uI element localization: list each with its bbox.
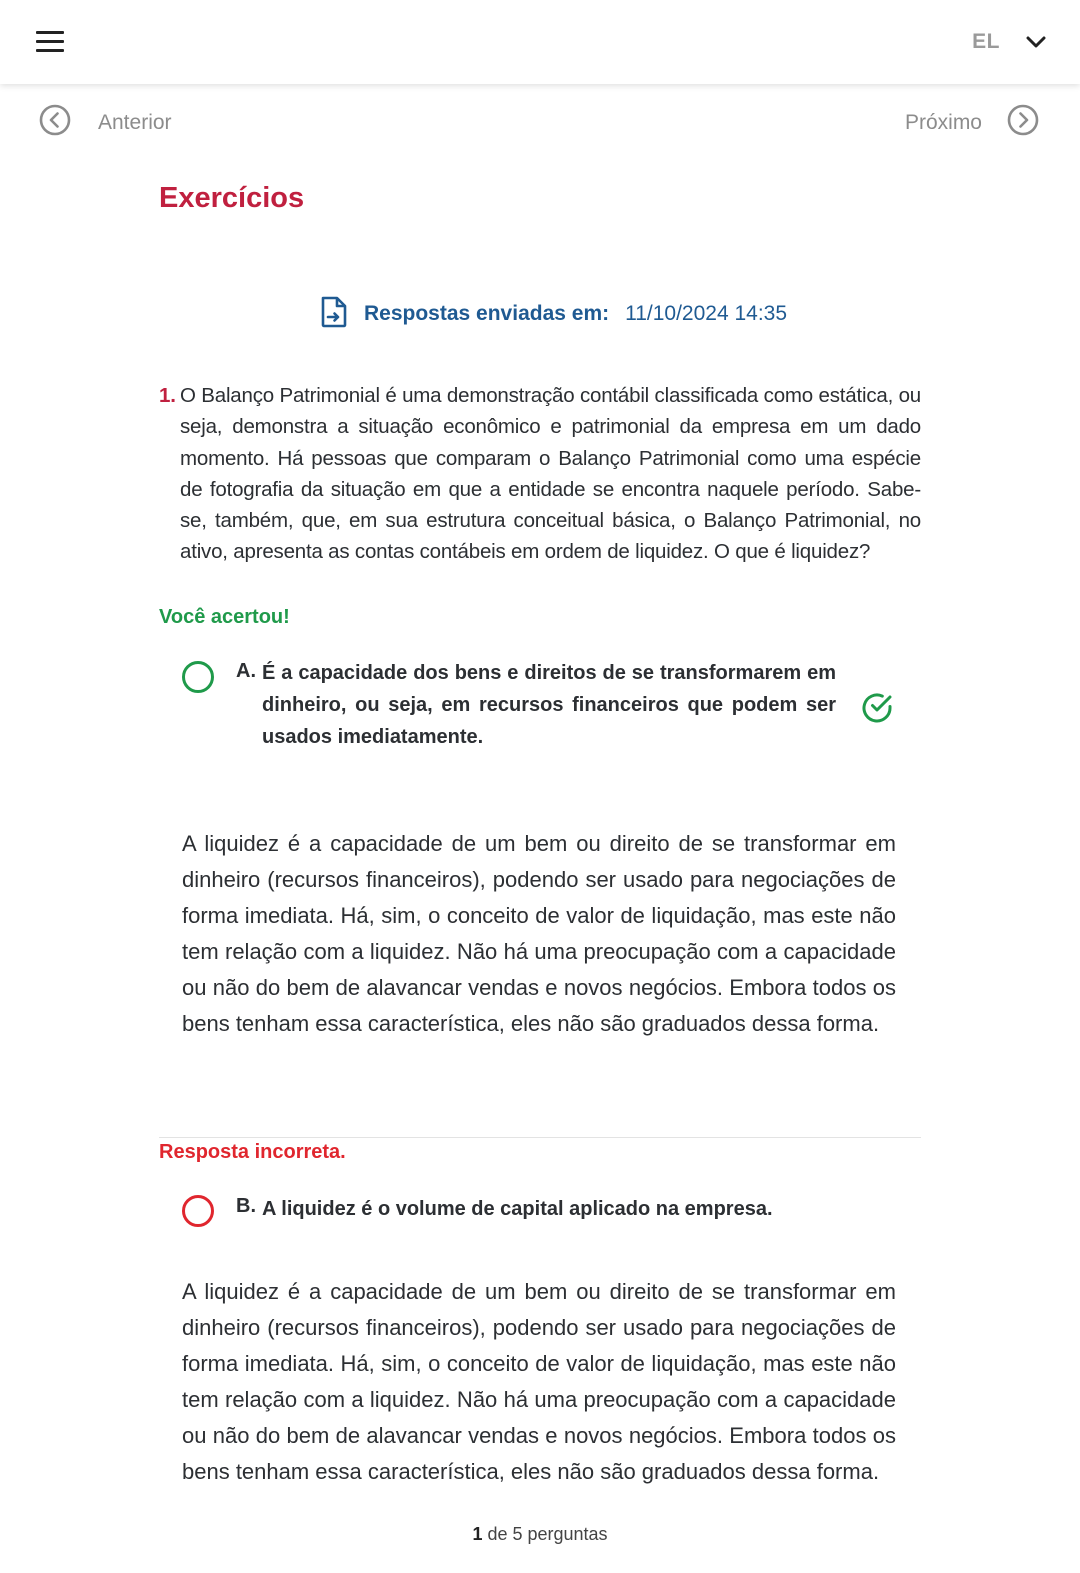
answer-option-a[interactable] (182, 657, 902, 757)
language-code: EL (972, 30, 1000, 53)
explanation-a: A liquidez é a capacidade de um bem ou direito de se transformar em dinheiro (recursos financeiros), podendo ser usado para negociações de forma imediata. Há, sim, o conceito de valor de liquidação, mas este não tem relação com a liquidez. Não há uma preocupação com a capacidade ou não do bem de alavancar vendas e novos negócios. Embora todos os bens tenham essa característica, eles não são graduados dessa forma. (182, 831, 896, 1036)
chevron-down-icon (1026, 35, 1046, 49)
question-block (159, 380, 921, 568)
radio-option-a[interactable] (182, 661, 214, 693)
previous-label: Anterior (98, 110, 172, 134)
option-letter: A. (236, 660, 256, 682)
option-letter: B. (236, 1195, 256, 1217)
feedback-incorrect: Resposta incorreta. (159, 1141, 346, 1163)
top-bar (0, 0, 1080, 84)
explanation-b: A liquidez é a capacidade de um bem ou direito de se transformar em dinheiro (recursos financeiros), podendo ser usado para negociações de forma imediata. Há, sim, o conceito de valor de liquidação, mas este não tem relação com a liquidez. Não há uma preocupação com a capacidade ou não do bem de alavancar vendas e novos negócios. Embora todos os bens tenham essa característica, eles não são graduados dessa forma. (182, 1279, 896, 1484)
previous-button[interactable] (38, 103, 172, 142)
option-text: É a capacidade dos bens e direitos de se transformarem em dinheiro, ou seja, em recursos financeiros que podem ser usados imediatamente. (262, 662, 836, 748)
option-text: A liquidez é o volume de capital aplicado na empresa. (262, 1198, 773, 1220)
question-counter (0, 1506, 1080, 1573)
page-title: Exercícios (159, 182, 305, 214)
document-submit-icon (320, 296, 348, 333)
next-label: Próximo (904, 110, 982, 134)
submission-info (320, 297, 787, 331)
current-question-number: 1 (472, 1524, 483, 1544)
answer-option-b[interactable] (182, 1192, 902, 1232)
question-text: O Balanço Patrimonial é uma demonstração contábil classificada como estática, ou seja, demonstra a situação econômico e patrimonial da empresa em um dado momento. Há pessoas que comparam o Balanço Patrimonial como uma espécie de fotografia da situação em que a entidade se encontra naquele período. Sabe-se, também, que, em sua estrutura conceitual básica, o Balanço Patrimonial, no ativo, apresenta as contas contábeis em ordem de liquidez. O que é liquidez? (180, 384, 921, 564)
question-number: 1. (159, 384, 176, 407)
submission-label: Respostas enviadas em: (364, 302, 610, 325)
submission-datetime: 11/10/2024 14:35 (625, 302, 788, 325)
check-circle-icon (860, 691, 894, 730)
chevron-left-circle-icon (38, 103, 72, 142)
next-button[interactable] (905, 103, 1040, 142)
question-navigation (0, 100, 1080, 140)
language-selector[interactable] (972, 22, 1046, 62)
divider (159, 1137, 921, 1138)
hamburger-menu-icon[interactable] (36, 26, 70, 56)
feedback-correct: Você acertou! (159, 606, 290, 628)
question-total-label: de 5 perguntas (482, 1524, 608, 1544)
chevron-right-circle-icon (1006, 103, 1040, 142)
radio-option-b[interactable] (182, 1195, 214, 1227)
